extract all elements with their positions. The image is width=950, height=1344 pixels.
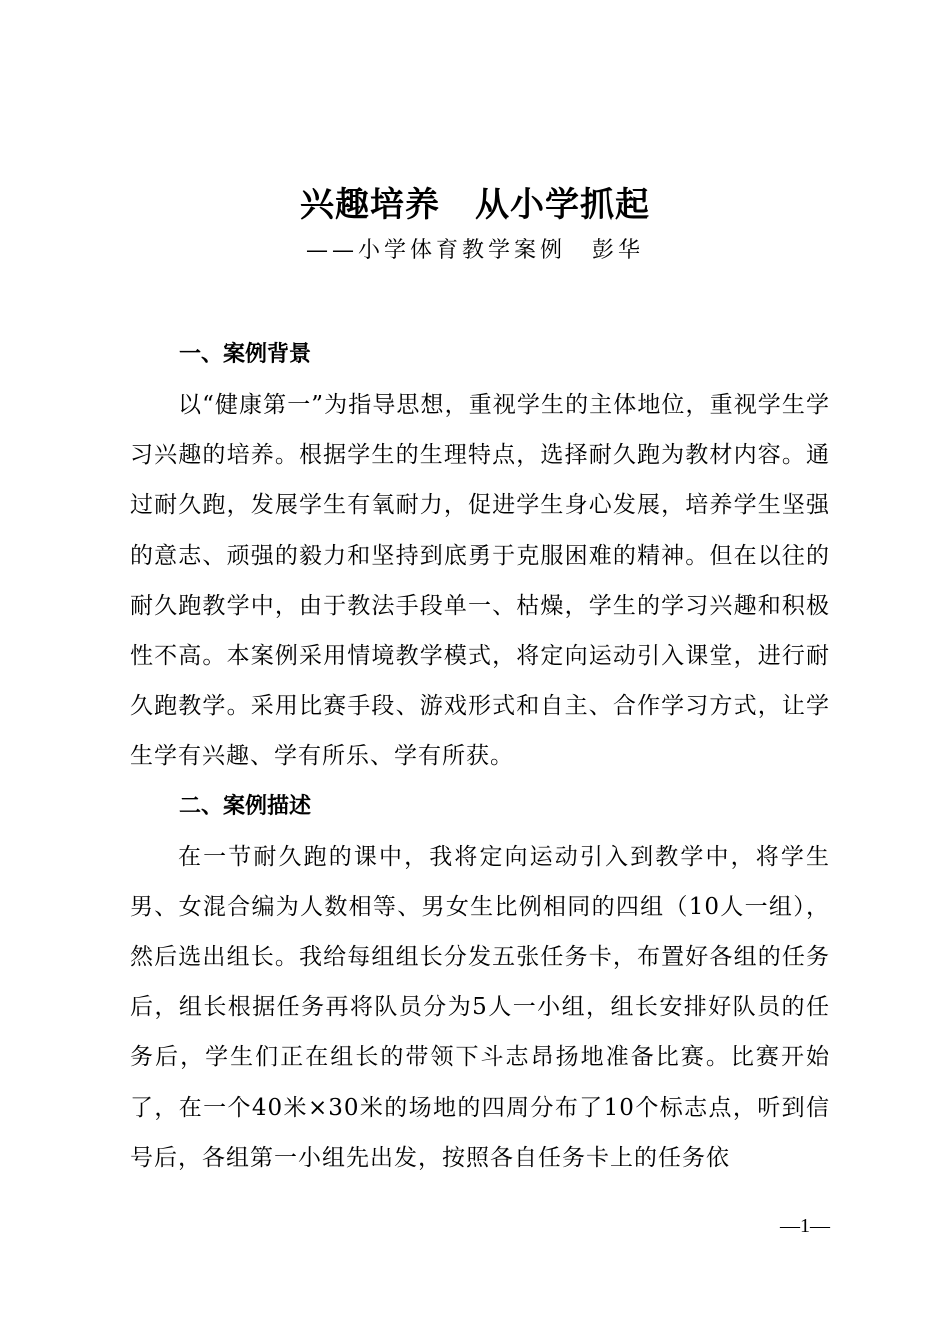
section-heading-background: 一、案例背景 xyxy=(179,342,312,367)
document-title: 兴趣培养 从小学抓起 xyxy=(300,185,650,225)
document-subtitle: ——小学体育教学案例 彭华 xyxy=(305,238,644,263)
section-paragraph-description: 在一节耐久跑的课中，我将定向运动引入到教学中，将学生男、女混合编为人数相等、男女生比例相同的四组（10人一组），然后选出组长。我给每组组长分发五张任务卡，布置好各组的任务后，组长根据任务再将队员分为5人一小组，组长安排好队员的任务后，学生们正在组长的带领下斗志昂扬地准备比赛。比赛开始了，在一个40米×30米的场地的四周分布了10个标志点，听到信号后，各组第一小组先出发，按照各自任务卡上的任务依 xyxy=(130,843,830,1171)
section-paragraph-background: 以“健康第一”为指导思想，重视学生的主体地位，重视学生学习兴趣的培养。根据学生的生理特点，选择耐久跑为教材内容。通过耐久跑，发展学生有氧耐力，促进学生身心发展，培养学生坚强的意志、顽强的毅力和坚持到底勇于克服困难的精神。但在以往的耐久跑教学中，由于教法手段单一、枯燥，学生的学习兴趣和积极性不高。本案例采用情境教学模式，将定向运动引入课堂，进行耐久跑教学。采用比赛手段、游戏形式和自主、合作学习方式，让学生学有兴趣、学有所乐、学有所获。 xyxy=(130,392,830,770)
document-body xyxy=(130,330,830,1183)
page-number: —1— xyxy=(780,1215,830,1237)
section-heading-description: 二、案例描述 xyxy=(179,793,312,819)
